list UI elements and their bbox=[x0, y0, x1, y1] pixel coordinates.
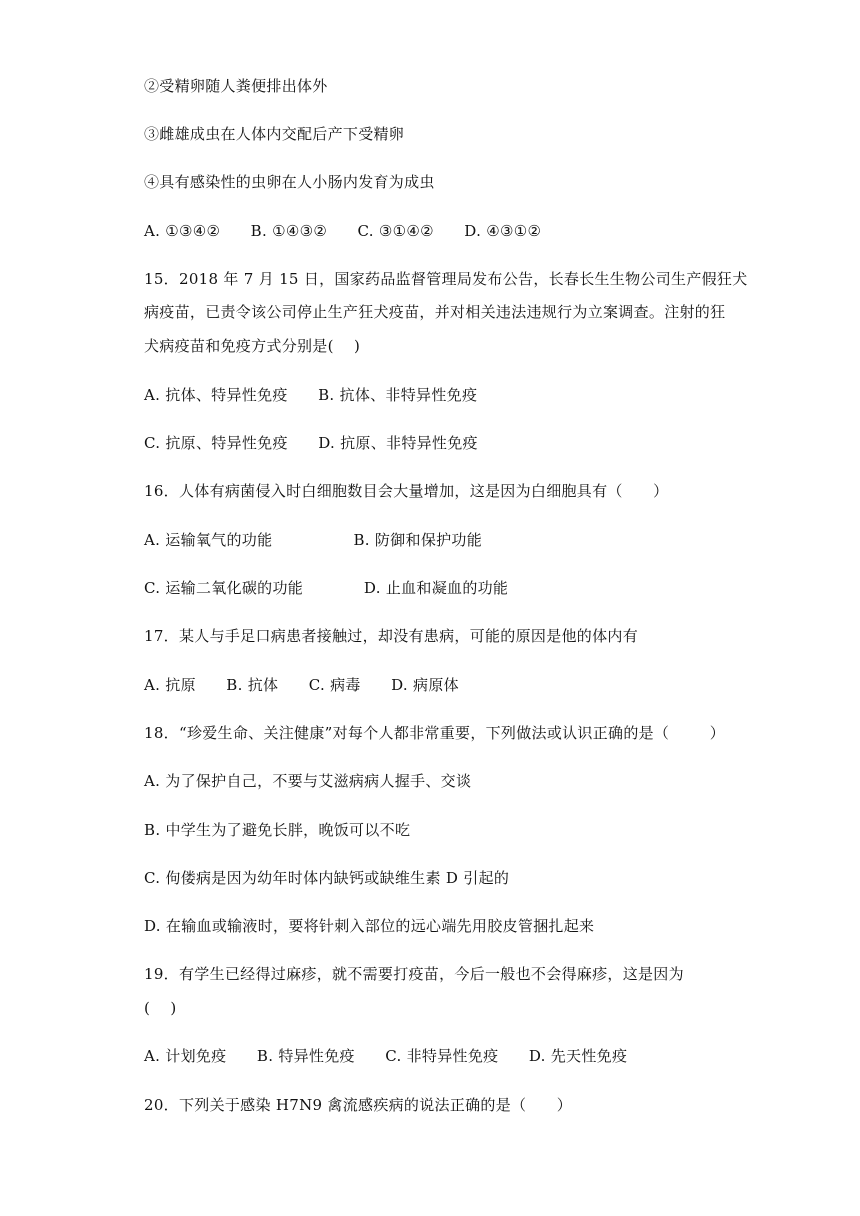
answer-options: A. ①③④② B. ①④③② C. ③①④② D. ④③①② bbox=[144, 222, 542, 240]
question-17-text: 17．某人与手足口病患者接触过，却没有患病，可能的原因是他的体内有 bbox=[144, 627, 638, 645]
answer-options: C. 抗原、特异性免疫 D. 抗原、非特异性免疫 bbox=[144, 434, 478, 452]
answer-options: A. 抗体、特异性免疫 B. 抗体、非特异性免疫 bbox=[144, 386, 478, 404]
text-line: ④具有感染性的虫卵在人小肠内发育为成虫 bbox=[144, 173, 435, 191]
text-line: ③雌雄成虫在人体内交配后产下受精卵 bbox=[144, 125, 405, 143]
answer-options: C. 运输二氧化碳的功能 D. 止血和凝血的功能 bbox=[144, 579, 509, 597]
answer-options: A. 计划免疫 B. 特异性免疫 C. 非特异性免疫 D. 先天性免疫 bbox=[144, 1047, 628, 1065]
question-19-text: ( ) bbox=[144, 999, 177, 1017]
answer-option: D. 在输血或输液时，要将针刺入部位的远心端先用胶皮管捆扎起来 bbox=[144, 917, 595, 935]
question-15-text: 15．2018 年 7 月 15 日，国家药品监督管理局发布公告，长春长生生物公司生产假狂犬 bbox=[144, 270, 748, 288]
question-16-text: 16．人体有病菌侵入时白细胞数目会大量增加，这是因为白细胞具有（ ） bbox=[144, 482, 669, 500]
question-15-text: 病疫苗，已责令该公司停止生产狂犬疫苗，并对相关违法违规行为立案调查。注射的狂 bbox=[144, 303, 726, 321]
answer-option: B. 中学生为了避免长胖，晚饭可以不吃 bbox=[144, 821, 411, 839]
question-15-text: 犬病疫苗和免疫方式分别是( ) bbox=[144, 337, 361, 355]
question-19-text: 19．有学生已经得过麻疹，就不需要打疫苗，今后一般也不会得麻疹，这是因为 bbox=[144, 965, 684, 983]
question-20-text: 20．下列关于感染 H7N9 禽流感疾病的说法正确的是（ ） bbox=[144, 1096, 573, 1114]
answer-option: A. 为了保护自己，不要与艾滋病病人握手、交谈 bbox=[144, 772, 472, 790]
question-18-text: 18．“珍爱生命、关注健康”对每个人都非常重要，下列做法或认识正确的是（ ） bbox=[144, 724, 726, 742]
answer-options: A. 抗原 B. 抗体 C. 病毒 D. 病原体 bbox=[144, 676, 459, 694]
answer-options: A. 运输氧气的功能 B. 防御和保护功能 bbox=[144, 531, 483, 549]
answer-option: C. 佝偻病是因为幼年时体内缺钙或缺维生素 D 引起的 bbox=[144, 869, 510, 887]
text-line: ②受精卵随人粪便排出体外 bbox=[144, 77, 328, 95]
